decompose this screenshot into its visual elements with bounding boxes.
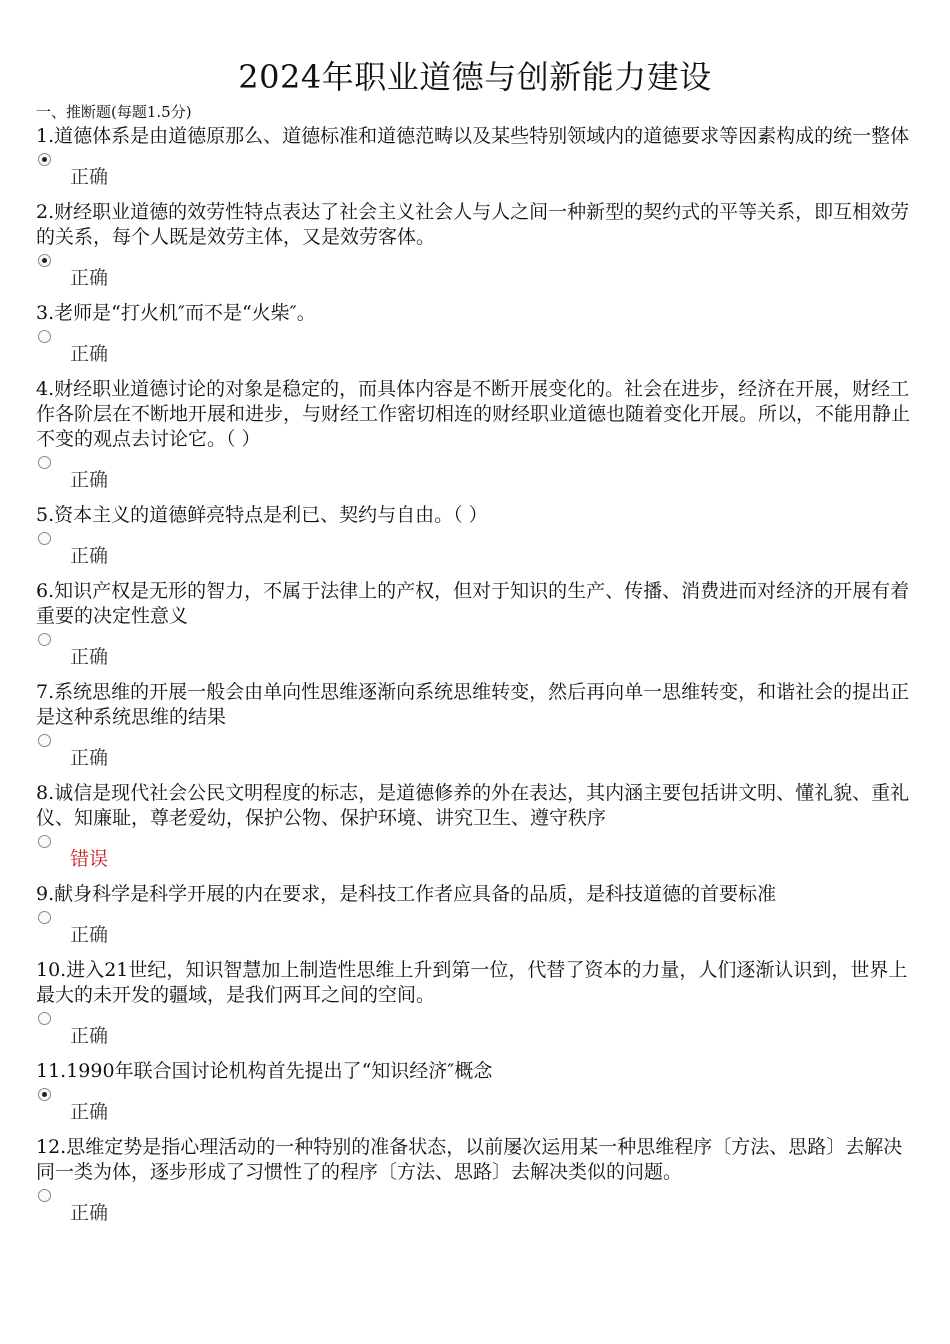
question-body: 知识产权是无形的智力，不属于法律上的产权，但对于知识的生产、传播、消费进而对经济的开展有着重要的决定性意义	[36, 580, 910, 627]
answer-radio[interactable]	[38, 1088, 51, 1101]
section-heading: 一、推断题(每题1.5分)	[36, 103, 192, 121]
answer-radio[interactable]	[38, 1189, 51, 1202]
document-title: 2024年职业道德与创新能力建设	[238, 58, 712, 96]
question-text	[36, 579, 916, 629]
question-text	[36, 503, 916, 528]
question-number: 10.	[36, 959, 67, 981]
answer-label: 正确	[70, 343, 109, 365]
question-text	[36, 680, 916, 730]
question-number: 6.	[36, 580, 55, 602]
answer-label: 错误	[70, 848, 109, 870]
question-text	[36, 377, 916, 452]
question-number: 1.	[36, 125, 55, 147]
question-number: 5.	[36, 504, 55, 526]
question-item	[36, 882, 916, 948]
question-item	[36, 781, 916, 872]
question-number: 2.	[36, 201, 55, 223]
answer-label: 正确	[70, 1101, 109, 1123]
question-item	[36, 958, 916, 1049]
answer-radio[interactable]	[38, 532, 51, 545]
answer-radio[interactable]	[38, 633, 51, 646]
answer-label: 正确	[70, 469, 109, 491]
answer-label: 正确	[70, 924, 109, 946]
answer-radio[interactable]	[38, 835, 51, 848]
question-number: 12.	[36, 1136, 67, 1158]
answer-label: 正确	[70, 1025, 109, 1047]
question-body: 老师是“打火机″而不是“火柴″。	[54, 302, 316, 324]
question-text	[36, 882, 916, 907]
question-text	[36, 781, 916, 831]
answer-radio[interactable]	[38, 456, 51, 469]
question-text	[36, 1135, 916, 1185]
question-text	[36, 200, 916, 250]
question-text	[36, 124, 916, 149]
answer-radio[interactable]	[38, 911, 51, 924]
question-item	[36, 377, 916, 493]
question-number: 3.	[36, 302, 55, 324]
question-item	[36, 579, 916, 670]
question-number: 11.	[36, 1060, 67, 1082]
question-list	[36, 124, 916, 1236]
question-body: 资本主义的道德鲜亮特点是利已、契约与自由。（ ）	[54, 504, 488, 526]
answer-label: 正确	[70, 267, 109, 289]
question-item	[36, 680, 916, 771]
answer-radio[interactable]	[38, 254, 51, 267]
question-body: 1990年联合国讨论机构首先提出了“知识经济″概念	[66, 1060, 493, 1082]
answer-label: 正确	[70, 747, 109, 769]
answer-radio[interactable]	[38, 153, 51, 166]
answer-label: 正确	[70, 545, 109, 567]
answer-radio[interactable]	[38, 330, 51, 343]
question-body: 财经职业道德的效劳性特点表达了社会主义社会人与人之间一种新型的契约式的平等关系，即互相效劳的关系，每个人既是效劳主体，又是效劳客体。	[36, 201, 910, 248]
question-body: 财经职业道德讨论的对象是稳定的，而具体内容是不断开展变化的。社会在进步，经济在开展，财经工作各阶层在不断地开展和进步，与财经工作密切相连的财经职业道德也随着变化开展。所以，不能用静止不变的观点去讨论它。（ ）	[36, 378, 911, 450]
question-body: 系统思维的开展一般会由单向性思维逐渐向系统思维转变，然后再向单一思维转变，和谐社会的提出正是这种系统思维的结果	[36, 681, 910, 728]
question-item	[36, 1059, 916, 1125]
question-text	[36, 301, 916, 326]
question-number: 8.	[36, 782, 55, 804]
question-item	[36, 200, 916, 291]
question-number: 9.	[36, 883, 55, 905]
question-item	[36, 503, 916, 569]
question-body: 道德体系是由道德原那么、道德标准和道德范畴以及某些特别领域内的道德要求等因素构成的统一整体	[54, 125, 910, 147]
answer-label: 正确	[70, 1202, 109, 1224]
question-number: 7.	[36, 681, 55, 703]
question-text	[36, 958, 916, 1008]
question-item	[36, 124, 916, 190]
question-body: 思维定势是指心理活动的一种特别的准备状态，以前屡次运用某一种思维程序〔方法、思路〕去解决同一类为体，逐步形成了习惯性了的程序〔方法、思路〕去解决类似的问题。	[36, 1136, 903, 1183]
answer-radio[interactable]	[38, 1012, 51, 1025]
answer-label: 正确	[70, 646, 109, 668]
question-number: 4.	[36, 378, 55, 400]
question-item	[36, 301, 916, 367]
question-body: 进入21世纪，知识智慧加上制造性思维上升到第一位，代替了资本的力量，人们逐渐认识到，世界上最大的未开发的疆域，是我们两耳之间的空间。	[36, 959, 908, 1006]
question-text	[36, 1059, 916, 1084]
answer-label: 正确	[70, 166, 109, 188]
answer-radio[interactable]	[38, 734, 51, 747]
question-body: 献身科学是科学开展的内在要求，是科技工作者应具备的品质，是科技道德的首要标准	[54, 883, 777, 905]
question-item	[36, 1135, 916, 1226]
question-body: 诚信是现代社会公民文明程度的标志，是道德修养的外在表达，其内涵主要包括讲文明、懂礼貌、重礼仪、知廉耻，尊老爱幼，保护公物、保护环境、讲究卫生、遵守秩序	[36, 782, 910, 829]
